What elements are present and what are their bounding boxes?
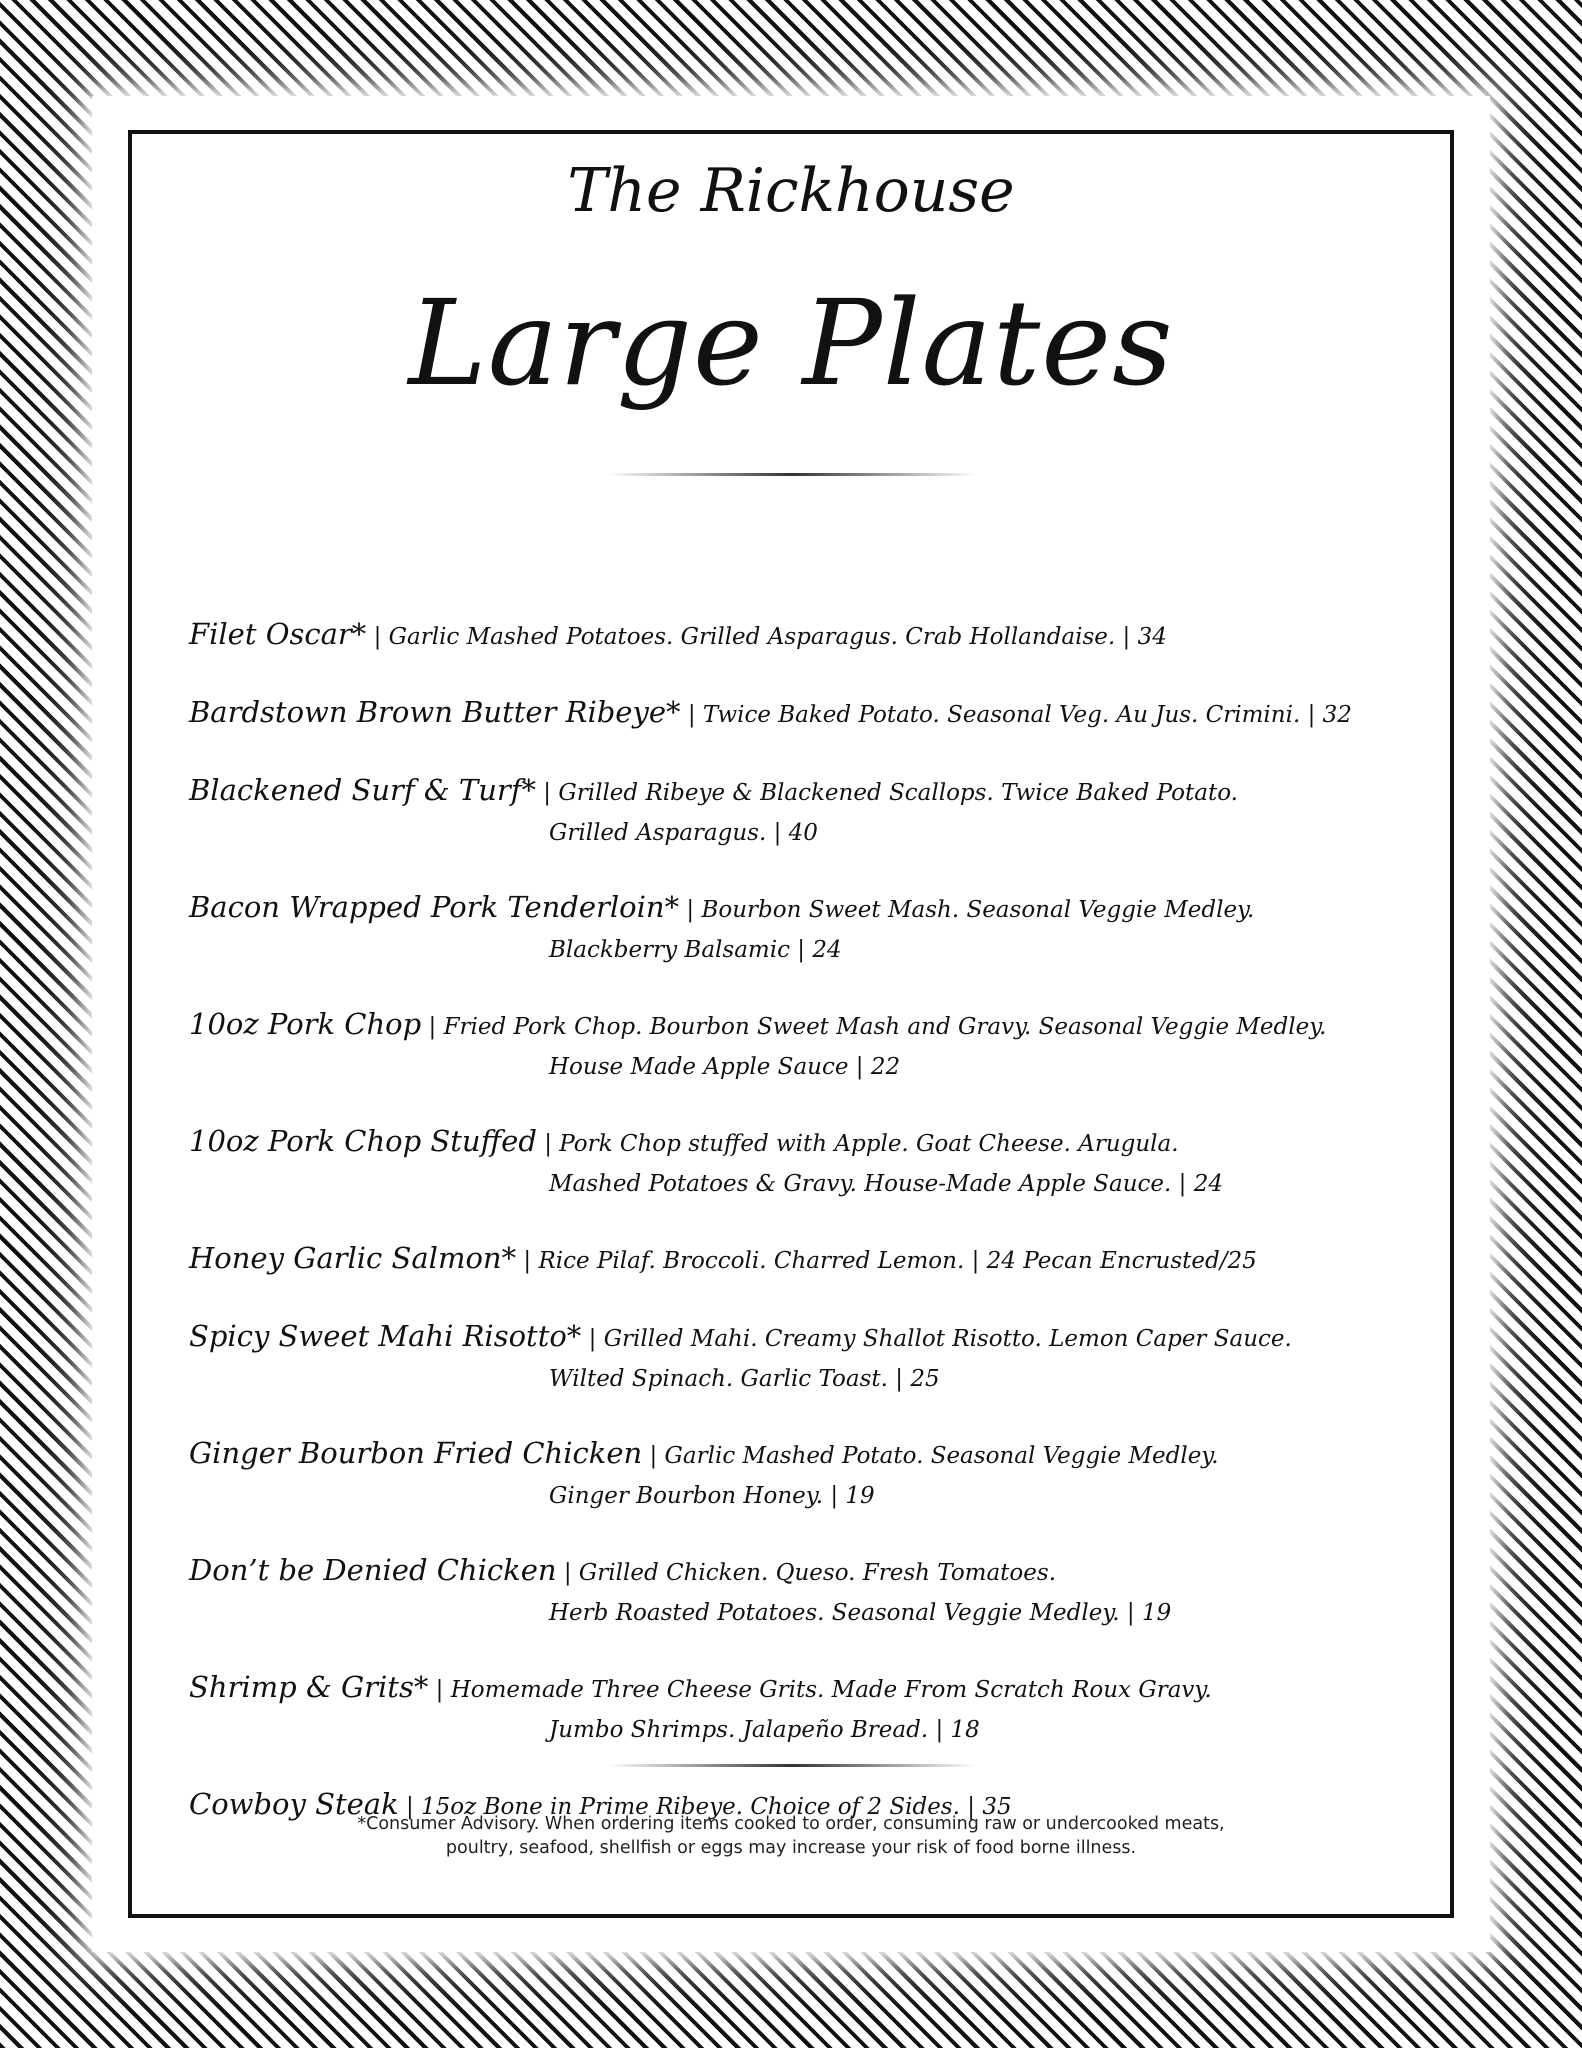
dish-price: 24 [1193, 1171, 1223, 1197]
dish-description: Garlic Mashed Potatoes. Grilled Asparagus. Crab Hollandaise. [388, 624, 1116, 650]
dish-description-continued: Herb Roasted Potatoes. Seasonal Veggie Medley. [549, 1600, 1120, 1626]
dish-description-continued: House Made Apple Sauce [549, 1054, 849, 1080]
dish-name: Don’t be Denied Chicken [189, 1553, 557, 1587]
dish-name: 10oz Pork Chop Stuffed [189, 1124, 537, 1158]
dish-name: Bacon Wrapped Pork Tenderloin* [189, 890, 680, 924]
dish-description: Fried Pork Chop. Bourbon Sweet Mash and Gravy. Seasonal Veggie Medley. [443, 1014, 1327, 1040]
dish-price: 22 [870, 1054, 901, 1080]
menu-item: Ginger Bourbon Fried Chicken | Garlic Mashed Potato. Seasonal Veggie Medley. Ginger Bourbon Honey. | 19 [189, 1436, 1219, 1509]
dish-description: Grilled Mahi. Creamy Shallot Risotto. Lemon Caper Sauce. [603, 1326, 1292, 1352]
menu-item: Blackened Surf & Turf* | Grilled Ribeye & Blackened Scallops. Twice Baked Potato. Grilled Asparagus. | 40 [189, 773, 1238, 846]
dish-price: 24 [986, 1248, 1016, 1274]
section-title: Large Plates [408, 274, 1174, 412]
dish-name: Bardstown Brown Butter Ribeye* [189, 695, 681, 729]
dish-price: 19 [1141, 1600, 1172, 1626]
menu-item: Spicy Sweet Mahi Risotto* | Grilled Mahi. Creamy Shallot Risotto. Lemon Caper Sauce. Wilted Spinach. Garlic Toast. | 25 [189, 1319, 1292, 1392]
dish-name: Ginger Bourbon Fried Chicken [189, 1436, 643, 1470]
menu-item: Cowboy Steak | 15oz Bone in Prime Ribeye. Choice of 2 Sides. | 35 [189, 1787, 1012, 1821]
dish-name: Spicy Sweet Mahi Risotto* [189, 1319, 582, 1353]
dish-name: Blackened Surf & Turf* [189, 773, 536, 807]
title-divider [607, 473, 977, 476]
dish-description-continued: Mashed Potatoes & Gravy. House-Made Apple Sauce. [549, 1171, 1172, 1197]
dish-description: Homemade Three Cheese Grits. Made From Scratch Roux Gravy. [450, 1677, 1212, 1703]
menu-item: Bacon Wrapped Pork Tenderloin* | Bourbon Sweet Mash. Seasonal Veggie Medley. Blackberry Balsamic | 24 [189, 890, 1255, 963]
dish-price: 40 [788, 820, 818, 846]
dish-description: Garlic Mashed Potato. Seasonal Veggie Medley. [664, 1443, 1219, 1469]
menu-item: Honey Garlic Salmon* | Rice Pilaf. Broccoli. Charred Lemon. | 24 Pecan Encrusted/25 [189, 1241, 1257, 1275]
dish-name: Shrimp & Grits* [189, 1670, 429, 1704]
menu-card [92, 96, 1490, 1952]
dish-description-continued: Blackberry Balsamic [549, 937, 790, 963]
menu-item: Filet Oscar* | Garlic Mashed Potatoes. Grilled Asparagus. Crab Hollandaise. | 34 [189, 617, 1167, 651]
consumer-advisory [172, 1812, 1410, 1860]
dish-description-continued: Jumbo Shrimps. Jalapeño Bread. [549, 1717, 929, 1743]
dish-price: 24 [812, 937, 842, 963]
menu-item: Shrimp & Grits* | Homemade Three Cheese Grits. Made From Scratch Roux Gravy. Jumbo Shrimps. Jalapeño Bread. | 18 [189, 1670, 1212, 1743]
dish-description: 15oz Bone in Prime Ribeye. Choice of 2 Sides. [421, 1794, 960, 1820]
restaurant-name: The Rickhouse [567, 156, 1015, 226]
dish-description: Rice Pilaf. Broccoli. Charred Lemon. [538, 1248, 965, 1274]
menu-item: 10oz Pork Chop Stuffed | Pork Chop stuffed with Apple. Goat Cheese. Arugula. Mashed Potatoes & Gravy. House-Made Apple Sauce. | 24 [189, 1124, 1223, 1197]
dish-price: 34 [1137, 624, 1167, 650]
menu-item: Don’t be Denied Chicken | Grilled Chicken. Queso. Fresh Tomatoes. Herb Roasted Potatoes. Seasonal Veggie Medley. | 19 [189, 1553, 1172, 1626]
dish-price: 32 [1322, 702, 1352, 728]
dish-name: Cowboy Steak [189, 1787, 399, 1821]
dish-price: 19 [845, 1483, 875, 1509]
dish-description: Grilled Ribeye & Blackened Scallops. Twice Baked Potato. [558, 780, 1238, 806]
dish-description-continued: Ginger Bourbon Honey. [549, 1483, 824, 1509]
dish-description: Bourbon Sweet Mash. Seasonal Veggie Medley. [701, 897, 1255, 923]
dish-description-continued: Wilted Spinach. Garlic Toast. [549, 1366, 888, 1392]
advisory-line: *Consumer Advisory. When ordering items cooked to order, consuming raw or undercooked meats, [357, 1814, 1225, 1834]
dish-name: Honey Garlic Salmon* [189, 1241, 517, 1275]
dish-name: 10oz Pork Chop [189, 1007, 422, 1041]
dish-name: Filet Oscar* [189, 617, 367, 651]
menu-item: 10oz Pork Chop | Fried Pork Chop. Bourbon Sweet Mash and Gravy. Seasonal Veggie Medley. House Made Apple Sauce | 22 [189, 1007, 1327, 1080]
dish-description-continued: Grilled Asparagus. [549, 820, 767, 846]
footer-divider [607, 1764, 977, 1767]
dish-price: 25 [910, 1366, 940, 1392]
dish-option: Pecan Encrusted/25 [1023, 1248, 1257, 1274]
advisory-line: poultry, seafood, shellfish or eggs may increase your risk of food borne illness. [445, 1838, 1137, 1858]
dish-description: Pork Chop stuffed with Apple. Goat Cheese. Arugula. [559, 1131, 1179, 1157]
menu-item: Bardstown Brown Butter Ribeye* | Twice Baked Potato. Seasonal Veg. Au Jus. Crimini. | 32 [189, 695, 1352, 729]
dish-price: 35 [982, 1794, 1012, 1820]
dish-price: 18 [950, 1717, 980, 1743]
dish-description: Grilled Chicken. Queso. Fresh Tomatoes. [578, 1560, 1056, 1586]
dish-description: Twice Baked Potato. Seasonal Veg. Au Jus. Crimini. [702, 702, 1301, 728]
